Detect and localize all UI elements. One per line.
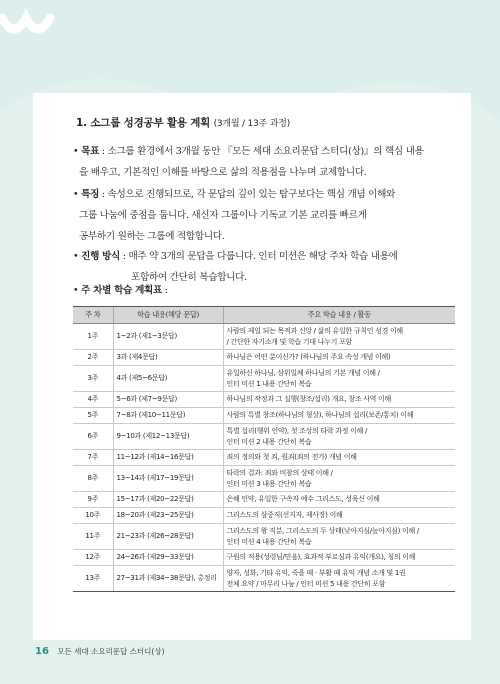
table-row bbox=[73, 550, 455, 566]
week-cell: 7주 bbox=[73, 450, 113, 466]
table-row bbox=[73, 566, 455, 592]
activity-cell bbox=[223, 324, 455, 350]
page-footer bbox=[35, 646, 165, 657]
weekly-plan-title: 주 차별 학습 계획표 bbox=[81, 285, 162, 296]
activity-line: 특별 섭리(행위 언약), 첫 조상의 타락 과정 이해 / bbox=[226, 426, 368, 435]
activity-line: 전체 요약 / 마무리 나눔 / 인터 미션 5 내용 간단히 포함 bbox=[226, 579, 386, 588]
table-row bbox=[73, 450, 455, 466]
method-text: : 매주 약 3개의 문답을 다룹니다. 인터 미션은 해당 주차 학습 내용에 bbox=[122, 251, 398, 262]
week-cell: 13주 bbox=[73, 566, 113, 592]
week-cell: 8주 bbox=[73, 466, 113, 492]
feature-text-cont: 그룹 나눔에 중점을 둡니다. 새신자 그룹이나 기독교 기본 교리를 빠르게 bbox=[79, 210, 367, 221]
activity-line: 인터 미션 2 내용 간단히 복습 bbox=[226, 437, 312, 446]
week-cell: 5주 bbox=[73, 408, 113, 424]
content-cell: 1~2과 (제1~3문답) bbox=[113, 324, 223, 350]
activity-cell bbox=[223, 424, 455, 450]
activity-cell bbox=[223, 408, 455, 424]
table-header-row bbox=[73, 307, 455, 324]
goal-label: 목표 bbox=[81, 146, 100, 157]
header-content: 학습 내용(해당 문답) bbox=[113, 307, 223, 324]
table-row bbox=[73, 366, 455, 392]
activity-line: 사람의 특별 창조(하나님의 형상), 하나님의 섭리(보존/통치) 이해 bbox=[226, 411, 414, 419]
activity-cell bbox=[223, 508, 455, 524]
content-cell: 4과 (제5~6문답) bbox=[113, 366, 223, 392]
content-cell: 9~10과 (제12~13문답) bbox=[113, 424, 223, 450]
content-cell: 27~31과 (제34~38문답), 총정리 bbox=[113, 566, 223, 592]
content-cell: 24~26과 (제29~33문답) bbox=[113, 550, 223, 566]
table-row bbox=[73, 524, 455, 550]
activity-line: / 간단한 자기소개 및 학습 기대 나누기 포함 bbox=[226, 337, 352, 346]
book-title: 모든 세대 소요리문답 스터디(상) bbox=[57, 647, 165, 656]
activity-line: 타락의 결과: 죄와 비참의 상태 이해 / bbox=[226, 468, 333, 477]
table-row bbox=[73, 408, 455, 424]
activity-line: 은혜 언약, 유일한 구속자 예수 그리스도, 성육신 이해 bbox=[226, 495, 380, 503]
week-cell: 4주 bbox=[73, 392, 113, 408]
table-row bbox=[73, 466, 455, 492]
bullet: • bbox=[73, 146, 79, 157]
weekly-plan-table bbox=[73, 306, 455, 592]
goal-section bbox=[73, 141, 453, 183]
activity-cell bbox=[223, 450, 455, 466]
goal-text: : 소그룹 환경에서 3개월 동안 『모든 세대 소요리문답 스터디(상)』의 핵심 내용 bbox=[101, 146, 424, 157]
header-week: 주 차 bbox=[73, 307, 113, 324]
weekly-plan-heading bbox=[73, 280, 453, 301]
week-cell: 2주 bbox=[73, 350, 113, 366]
activity-line: 인터 미션 4 내용 간단히 복습 bbox=[226, 537, 312, 546]
activity-cell bbox=[223, 392, 455, 408]
activity-line: 그리스도의 삼중직(선지자, 제사장) 이해 bbox=[226, 511, 343, 519]
week-cell: 12주 bbox=[73, 550, 113, 566]
activity-line: 하나님은 어떤 분이신가? (하나님의 주요 속성 개념 이해) bbox=[226, 353, 391, 361]
table-row bbox=[73, 350, 455, 366]
content-cell: 5~6과 (제7~9문답) bbox=[113, 392, 223, 408]
content-cell: 15~17과 (제20~22문답) bbox=[113, 492, 223, 508]
table-body bbox=[73, 324, 455, 592]
weekly-plan-colon: : bbox=[164, 285, 168, 296]
feature-label: 특징 bbox=[81, 189, 100, 200]
content-cell: 13~14과 (제17~19문답) bbox=[113, 466, 223, 492]
week-cell: 1주 bbox=[73, 324, 113, 350]
feature-text-cont: 공부하기 원하는 그룹에 적합합니다. bbox=[79, 231, 225, 242]
activity-line: 양자, 성화, 기타 유익, 죽을 때 · 부활 때 유익 개념 소개 및 1권 bbox=[226, 568, 406, 577]
content-cell: 11~12과 (제14~16문답) bbox=[113, 450, 223, 466]
week-cell: 9주 bbox=[73, 492, 113, 508]
activity-line: 죄의 정의와 첫 죄, 원죄(죄의 전가) 개념 이해 bbox=[226, 453, 357, 461]
method-text-cont: 포함하여 간단히 복습합니다. bbox=[131, 272, 247, 283]
table-row bbox=[73, 392, 455, 408]
activity-cell bbox=[223, 350, 455, 366]
week-cell: 10주 bbox=[73, 508, 113, 524]
activity-cell bbox=[223, 524, 455, 550]
week-cell: 11주 bbox=[73, 524, 113, 550]
page-title: 1. 소그룹 성경공부 활용 계획 (3개월 / 13주 과정) bbox=[76, 117, 291, 129]
activity-line: 유일하신 하나님, 삼위일체 하나님의 기본 개념 이해 / bbox=[226, 368, 380, 377]
method-label: 진행 방식 bbox=[81, 251, 121, 262]
bullet: • bbox=[73, 189, 79, 200]
content-cell: 18~20과 (제23~25문답) bbox=[113, 508, 223, 524]
activity-cell bbox=[223, 492, 455, 508]
week-cell: 3주 bbox=[73, 366, 113, 392]
activity-line: 하나님의 작정과 그 실행(창조/섭리) 개요, 창조 사역 이해 bbox=[226, 395, 391, 403]
activity-line: 그리스도의 왕 직분, 그리스도의 두 상태(낮아지심/높아지심) 이해 / bbox=[226, 526, 419, 535]
activity-cell bbox=[223, 366, 455, 392]
table-row bbox=[73, 424, 455, 450]
table-row bbox=[73, 508, 455, 524]
content-card bbox=[33, 93, 471, 640]
table-row bbox=[73, 492, 455, 508]
activity-cell bbox=[223, 466, 455, 492]
bullet: • bbox=[73, 285, 79, 296]
feature-text: : 속성으로 진행되므로, 각 문답의 깊이 있는 탐구보다는 핵심 개념 이해와 bbox=[101, 189, 396, 200]
goal-text-cont: 을 배우고, 기본적인 이해를 바탕으로 삶의 적용점을 나누며 교제합니다. bbox=[79, 167, 367, 178]
page-number: 16 bbox=[35, 646, 49, 657]
table-row bbox=[73, 324, 455, 350]
feature-section bbox=[73, 184, 453, 247]
content-cell: 7~8과 (제10~11문답) bbox=[113, 408, 223, 424]
activity-cell bbox=[223, 550, 455, 566]
bullet: • bbox=[73, 251, 79, 262]
activity-line: 인터 미션 3 내용 간단히 복습 bbox=[226, 479, 312, 488]
activity-cell bbox=[223, 566, 455, 592]
activity-line: 인터 미션 1 내용 간단히 복습 bbox=[226, 379, 312, 388]
page-title-sub: (3개월 / 13주 과정) bbox=[213, 119, 291, 129]
activity-line: 사람의 제일 되는 목적과 신앙 / 삶의 유일한 규칙인 성경 이해 bbox=[226, 326, 403, 335]
week-cell: 6주 bbox=[73, 424, 113, 450]
activity-line: 구원의 적용(성령님/믿음), 효과적 부르심과 유익(개요), 칭의 이해 bbox=[226, 553, 416, 561]
content-cell: 3과 (제4문답) bbox=[113, 350, 223, 366]
header-activity: 주요 학습 내용 / 활동 bbox=[223, 307, 455, 324]
content-cell: 21~23과 (제26~28문답) bbox=[113, 524, 223, 550]
